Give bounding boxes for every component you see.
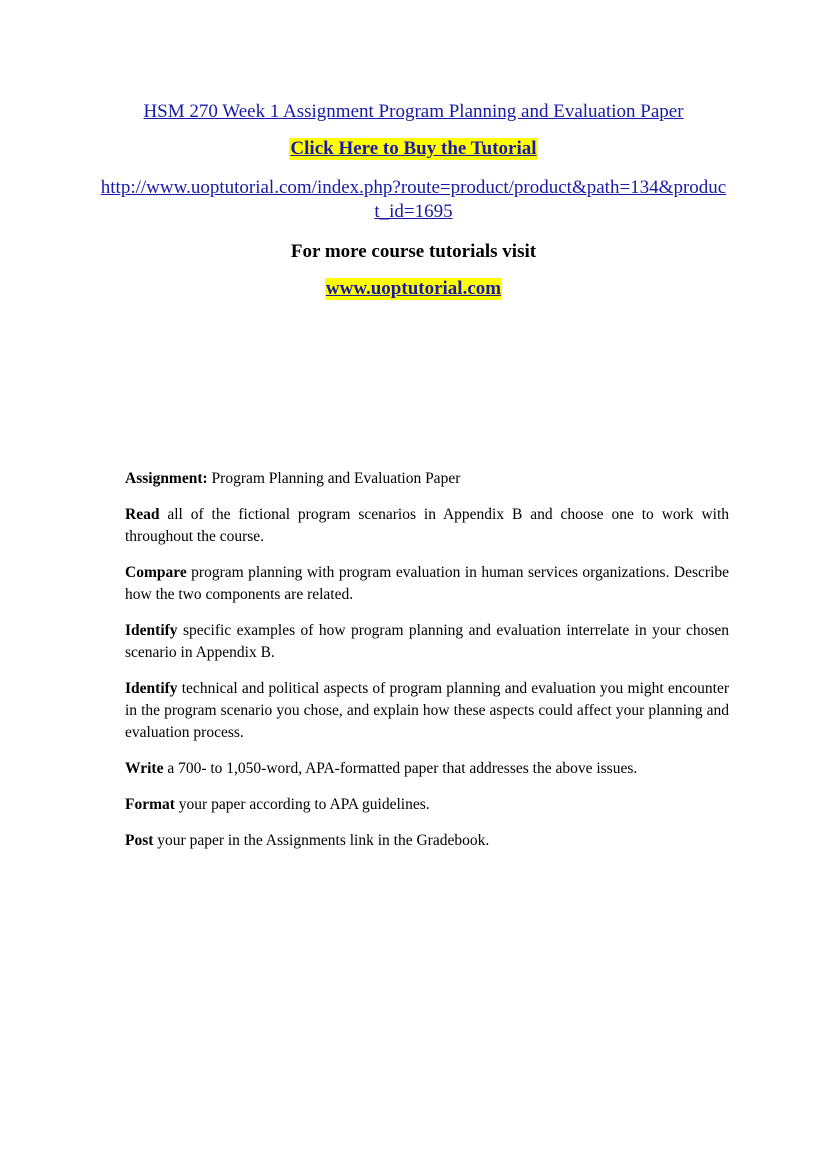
more-tutorials-text: For more course tutorials visit [290, 241, 537, 262]
paragraph-text: your paper in the Assignments link in the Gradebook. [153, 832, 490, 849]
title-link[interactable]: HSM 270 Week 1 Assignment Program Planning and Evaluation Paper [143, 101, 684, 122]
paragraph-lead: Compare [125, 564, 187, 581]
header-block [90, 100, 737, 300]
product-url-link[interactable]: http://www.uoptutorial.com/index.php?route=product/product&path=134&product_id=1695 [100, 177, 727, 222]
assignment-paragraph [125, 468, 729, 490]
compare-paragraph [125, 562, 729, 606]
paragraph-lead: Write [125, 760, 164, 777]
paragraph-lead: Identify [125, 680, 178, 697]
write-paragraph [125, 758, 729, 780]
paragraph-text: a 700- to 1,050-word, APA-formatted paper that addresses the above issues. [163, 760, 638, 777]
paragraph-lead: Format [125, 796, 175, 813]
paragraph-text: specific examples of how program planning and evaluation interrelate in your chosen scenario in Appendix B. [125, 622, 729, 661]
read-paragraph [125, 504, 729, 548]
paragraph-lead: Identify [125, 622, 178, 639]
identify-aspects-paragraph [125, 678, 729, 744]
paragraph-text: technical and political aspects of program planning and evaluation you might encounter in the program scenario you chose, and explain how these aspects could affect your planning and evaluation process. [125, 680, 729, 741]
paragraph-lead: Post [125, 832, 154, 849]
paragraph-text: Program Planning and Evaluation Paper [207, 470, 461, 487]
paragraph-lead: Assignment: [125, 470, 208, 487]
paragraph-text: your paper according to APA guidelines. [174, 796, 430, 813]
buy-line [90, 138, 737, 176]
identify-examples-paragraph [125, 620, 729, 664]
site-line [90, 278, 737, 300]
paragraph-lead: Read [125, 506, 160, 523]
site-link[interactable]: www.uoptutorial.com [325, 278, 502, 299]
paragraph-text: program planning with program evaluation in human services organizations. Describe how the two components are related. [125, 564, 729, 603]
buy-tutorial-link[interactable]: Click Here to Buy the Tutorial [290, 138, 537, 159]
format-paragraph [125, 794, 729, 816]
assignment-body [125, 468, 729, 866]
post-paragraph [125, 830, 729, 852]
paragraph-text: all of the fictional program scenarios in Appendix B and choose one to work with throughout the course. [125, 506, 729, 545]
